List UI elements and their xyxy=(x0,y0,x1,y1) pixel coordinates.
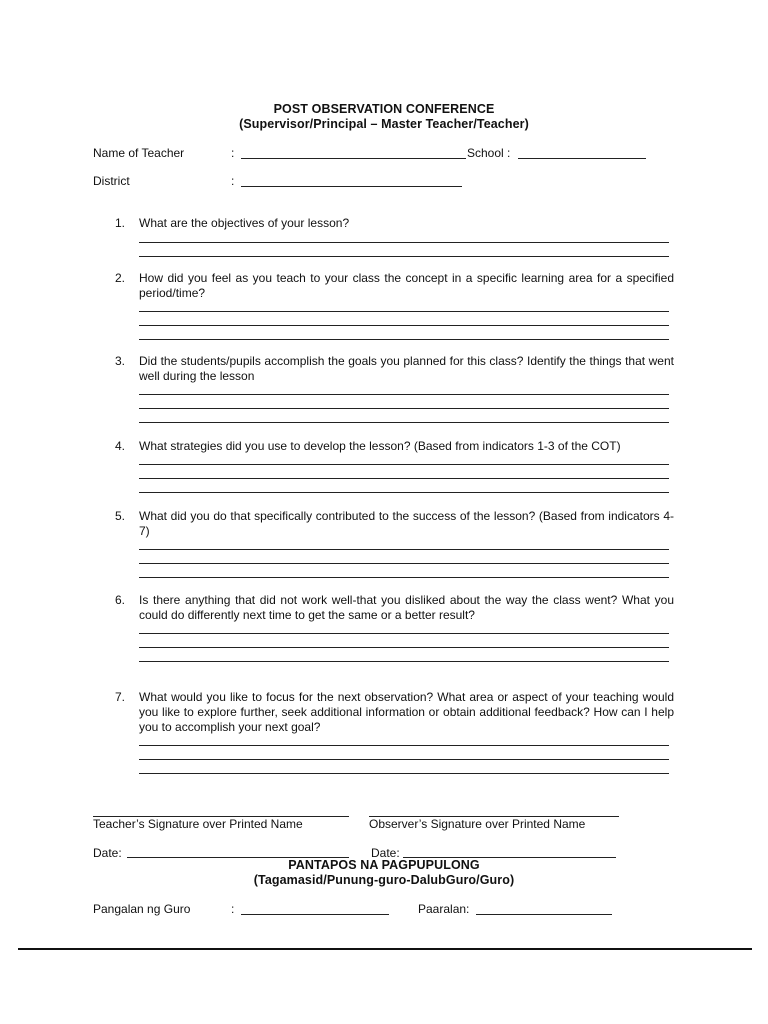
question-text: Is there anything that did not work well-that you disliked about the way the class went? What you could do differently next time to get the same or a better result? xyxy=(139,593,674,622)
teacher-school-row xyxy=(93,146,673,162)
question-text: How did you feel as you teach to your class the concept in a specific learning area for a specified period/time? xyxy=(139,271,674,300)
answer-line[interactable] xyxy=(139,325,669,326)
question-text: What are the objectives of your lesson? xyxy=(139,216,350,230)
answer-line[interactable] xyxy=(139,256,669,257)
observer-signature-label: Observer’s Signature over Printed Name xyxy=(369,817,586,831)
district-colon: : xyxy=(231,174,235,188)
answer-line[interactable] xyxy=(139,549,669,550)
filipino-school-label: Paaralan: xyxy=(418,902,470,916)
filipino-school-field[interactable] xyxy=(476,902,612,915)
question-number: 7. xyxy=(115,690,126,704)
answer-line[interactable] xyxy=(139,745,669,746)
form-title: POST OBSERVATION CONFERENCE xyxy=(273,102,495,116)
question-number: 6. xyxy=(115,593,126,607)
answer-line[interactable] xyxy=(139,759,669,760)
answer-line[interactable] xyxy=(139,773,669,774)
question-text: What did you do that specifically contributed to the success of the lesson? (Based from indicators 4-7) xyxy=(139,509,674,538)
teacher-name-label: Name of Teacher xyxy=(93,146,185,160)
answer-line[interactable] xyxy=(139,492,669,493)
filipino-subtitle: (Tagamasid/Punung-guro-DalubGuro/Guro) xyxy=(253,873,515,887)
page-bottom-rule xyxy=(18,948,752,950)
question-number: 2. xyxy=(115,271,126,285)
answer-line[interactable] xyxy=(139,563,669,564)
teacher-date-label: Date: xyxy=(93,846,122,860)
answer-line[interactable] xyxy=(139,339,669,340)
answer-line[interactable] xyxy=(139,408,669,409)
question-text: What would you like to focus for the next observation? What area or aspect of your teaching would you like to explore further, seek additional information or obtain additional feedback? How can I help you to accomplish your next goal? xyxy=(139,690,674,734)
answer-line[interactable] xyxy=(139,422,669,423)
answer-line[interactable] xyxy=(139,633,669,634)
teacher-name-field[interactable] xyxy=(241,146,466,159)
form-subtitle: (Supervisor/Principal – Master Teacher/Teacher) xyxy=(239,117,529,131)
filipino-teacher-field[interactable] xyxy=(241,902,389,915)
question-number: 3. xyxy=(115,354,126,368)
district-row xyxy=(93,174,673,190)
school-label: School : xyxy=(467,146,511,160)
answer-line[interactable] xyxy=(139,661,669,662)
answer-line[interactable] xyxy=(139,478,669,479)
answer-line[interactable] xyxy=(139,242,669,243)
filipino-teacher-label: Pangalan ng Guro xyxy=(93,902,191,916)
filipino-teacher-row xyxy=(93,902,673,918)
question-text: Did the students/pupils accomplish the goals you planned for this class? Identify the things that went well during the lesson xyxy=(139,354,674,383)
teacher-signature-label: Teacher’s Signature over Printed Name xyxy=(93,817,303,831)
observer-date-label: Date: xyxy=(371,846,400,860)
answer-line[interactable] xyxy=(139,464,669,465)
filipino-title: PANTAPOS NA PAGPUPULONG xyxy=(288,858,480,872)
district-field[interactable] xyxy=(241,174,462,187)
answer-line[interactable] xyxy=(139,394,669,395)
teacher-name-colon: : xyxy=(231,146,235,160)
district-label: District xyxy=(93,174,130,188)
question-text: What strategies did you use to develop the lesson? (Based from indicators 1-3 of the COT) xyxy=(139,439,621,453)
question-number: 4. xyxy=(115,439,126,453)
filipino-teacher-colon: : xyxy=(231,902,235,916)
question-number: 1. xyxy=(115,216,126,230)
answer-line[interactable] xyxy=(139,577,669,578)
question-number: 5. xyxy=(115,509,126,523)
answer-line[interactable] xyxy=(139,647,669,648)
school-field[interactable] xyxy=(518,146,646,159)
answer-line[interactable] xyxy=(139,311,669,312)
